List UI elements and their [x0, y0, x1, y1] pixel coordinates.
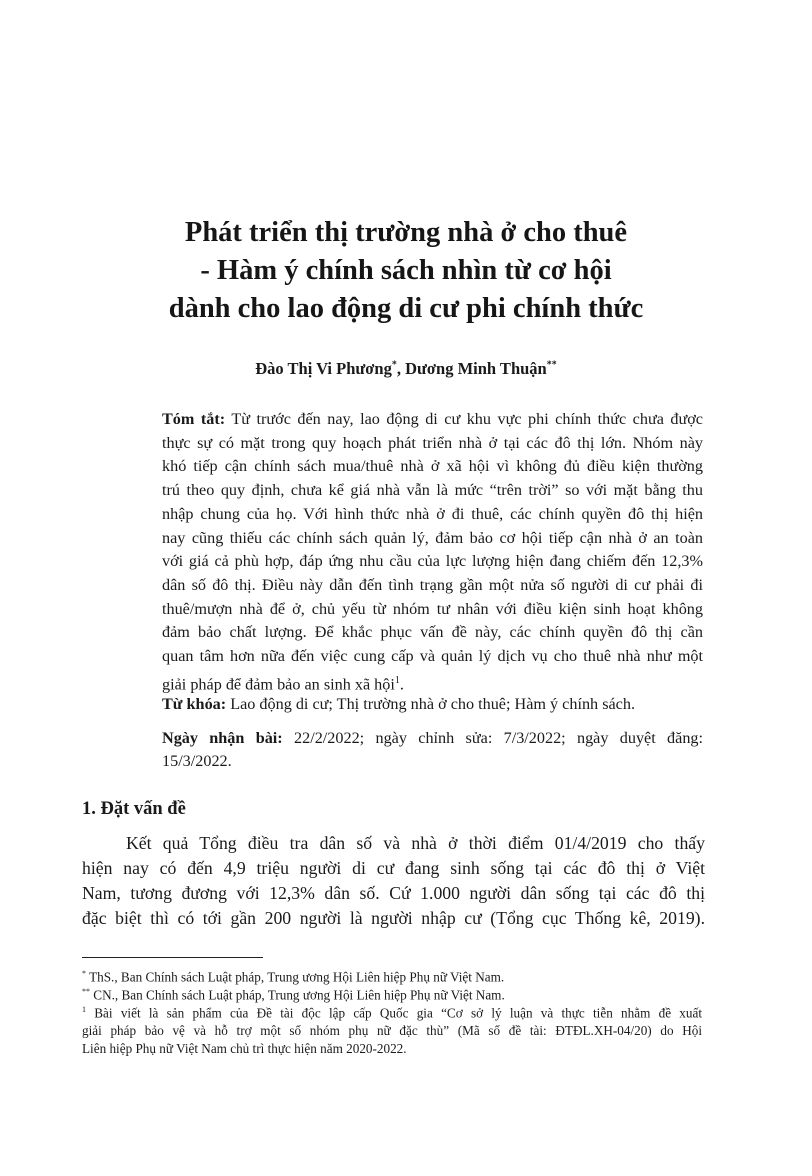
footnote	[82, 1001, 702, 1057]
abstract-line: thực sự có mặt trong quy hoạch phát triển nhà ở tại các đô thị lớn. Nhóm này	[162, 433, 703, 452]
abstract-line: trú theo quy định, chưa kể giá nhà vẫn là mức “trên trời” so với mặt bằng thu	[162, 481, 703, 500]
footnote-line: $^1$ Bài viết là sản phẩm của Đề tài độc lập cấp Quốc gia “Cơ sở lý luận và thực tiễn nhằm đề xuất	[82, 1005, 703, 1021]
article-title	[0, 214, 812, 328]
footnote-mark: *	[82, 969, 86, 978]
author-mark: *	[391, 359, 397, 371]
abstract-line: với giá cả phù hợp, đáp ứng nhu cầu của lực lượng hiện đang chiếm đến 12,3%	[162, 552, 703, 571]
body-line: Kết quả Tổng điều tra dân số và nhà ở thời điểm 01/4/2019 cho thấy	[126, 833, 705, 853]
keywords-text: Lao động di cư; Thị trường nhà ở cho thuê; Hàm ý chính sách.	[230, 695, 636, 713]
author-name: Dương Minh Thuận	[405, 359, 547, 378]
abstract-line: giải pháp để đảm bảo an sinh xã hội$^1$.	[162, 674, 404, 694]
footnote-line: giải pháp bảo vệ và hỗ trợ một số nhóm phụ nữ đặc thù” (Mã số đề tài: ĐTĐL.XH-04/20) do Hội	[82, 1022, 702, 1038]
section-heading: 1. Đặt vấn đề	[82, 799, 186, 819]
abstract-label: Tóm tắt:	[162, 410, 226, 428]
abstract-line: đảm bảo chất lượng. Để khắc phục vấn đề này, các chính quyền đô thị cần	[162, 623, 703, 642]
section-body	[82, 831, 705, 931]
author-mark: **	[546, 359, 557, 371]
dates-label: Ngày nhận bài:	[162, 729, 283, 747]
footnote-divider	[82, 957, 263, 958]
abstract-line: khó tiếp cận chính sách mua/thuê nhà ở xã hội vì không đủ điều kiện thường	[162, 457, 703, 476]
footnote-mark: **	[82, 987, 90, 996]
abstract-line: nay cũng thiếu các chính sách quản lý, đảm bảo cơ hội tiếp cận nhà ở an toàn	[162, 528, 703, 547]
body-line: đặc biệt thì có tới gần 200 người là người nhập cư (Tổng cục Thống kê, 2019).	[82, 908, 705, 928]
title-line: dành cho lao động di cư phi chính thức	[168, 293, 644, 324]
footnote-text: ThS., Ban Chính sách Luật pháp, Trung ương Hội Liên hiệp Phụ nữ Việt Nam.	[89, 969, 505, 985]
abstract-line: nhập chung của họ. Với hình thức nhà ở đi thuê, các chính quyền đô thị hiện	[162, 504, 703, 523]
footnote-text: CN., Ban Chính sách Luật pháp, Trung ương Hội Liên hiệp Phụ nữ Việt Nam.	[93, 987, 505, 1003]
footnote-line: Liên hiệp Phụ nữ Việt Nam chủ trì thực hiện năm 2020-2022.	[82, 1040, 407, 1056]
dates-text: 22/2/2022; ngày chỉnh sửa: 7/3/2022; ngày duyệt đăng: 15/3/2022.	[162, 729, 704, 770]
title-line: - Hàm ý chính sách nhìn từ cơ hội	[200, 255, 612, 286]
title-line: Phát triển thị trường nhà ở cho thuê	[184, 217, 628, 248]
abstract-line: thuê/mượn nhà để ở, chủ yếu từ nhóm tư nhân với điều kiện sinh hoạt không	[162, 599, 703, 618]
footnote-ref: 1	[394, 674, 400, 686]
author-line	[0, 359, 812, 379]
body-line: Nam, tương đương với 12,3% dân số. Cứ 1.000 người dân sống tại các đô thị	[82, 883, 705, 903]
abstract-line: dân số đô thị. Điều này dẫn đến tình trạng gần một nửa số người di cư phải đi	[162, 575, 703, 594]
abstract	[162, 408, 703, 697]
abstract-line: quan tâm hơn nữa đến việc cung cấp và quản lý dịch vụ cho thuê nhà như một	[162, 647, 703, 666]
keywords	[162, 693, 703, 716]
footnote-mark: 1	[82, 1005, 86, 1014]
abstract-line: Tóm tắt: Từ trước đến nay, lao động di cư khu vực phi chính thức chưa được	[162, 410, 703, 428]
author-separator: ,	[396, 359, 406, 378]
article-dates	[162, 727, 703, 773]
keywords-label: Từ khóa:	[162, 695, 227, 713]
author-name: Đào Thị Vi Phương	[255, 359, 392, 378]
body-line: hiện nay có đến 4,9 triệu người di cư đang sinh sống tại các đô thị ở Việt	[82, 858, 705, 878]
